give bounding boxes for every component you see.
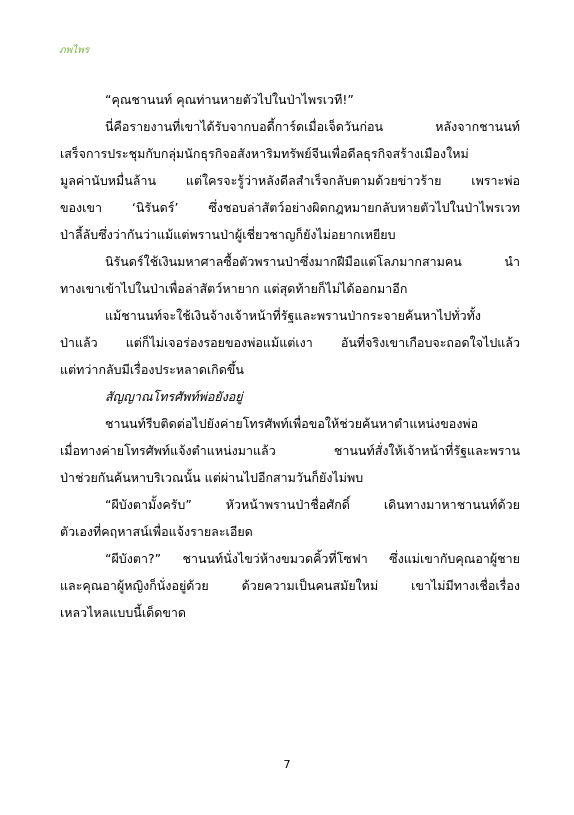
page-number: 7 <box>283 758 291 771</box>
text-line: แต่ทว่ากลับมีเรื่องประหลาดเกิดขึ้น <box>60 362 244 377</box>
text-line: แม้ชานนท์จะใช้เงินจ้างเจ้าหน้าที่รัฐและพรานป่ากระจายค้นหาไปทั่วทั้ง <box>105 308 481 323</box>
paragraph <box>60 545 520 626</box>
text-line: “ผีบังตา?” ชานนท์นั่งไขว่ห้างขมวดคิ้วที่โซฟา ซึ่งแม่เขากับคุณอาผู้ชาย <box>105 551 520 566</box>
text-line: ทางเขาเข้าไปในป่าเพื่อล่าสัตว์หายาก แต่สุดท้ายก็ไม่ได้ออกมาอีก <box>60 281 408 296</box>
text-line: และคุณอาผู้หญิงก็นั่งอยู่ด้วย ด้วยความเป็นคนสมัยใหม่ เขาไม่มีทางเชื่อเรื่อง <box>60 578 520 593</box>
text-line: ป่าแล้ว แต่ก็ไม่เจอร่องรอยของพ่อแม้แต่เงา อันที่จริงเขาเกือบจะถอดใจไปแล้ว <box>60 335 520 350</box>
paragraph <box>60 302 520 383</box>
text-line: นิรันดร์ใช้เงินมหาศาลซื้อตัวพรานป่าซึ่งมากฝีมือแต่โลภมากสามคน นำ <box>105 254 520 269</box>
text-line: ป่าลี้ลับซึ่งว่ากันว่าแม้แต่พรานป่าผู้เชี่ยวชาญก็ยังไม่อยากเหยียบ <box>60 227 396 242</box>
text-line: เมื่อทางค่ายโทรศัพท์แจ้งตำแหน่งมาแล้ว ชานนท์สั่งให้เจ้าหน้าที่รัฐและพราน <box>60 443 520 458</box>
text-line: ตัวเองที่คฤหาสน์เพื่อแจ้งรายละเอียด <box>60 524 253 539</box>
paragraph <box>60 248 520 302</box>
paragraph <box>60 410 520 491</box>
paragraph <box>60 113 520 248</box>
paragraph <box>60 86 520 113</box>
text-line: เสร็จการประชุมกับกลุ่มนักธุรกิจอสังหาริมทรัพย์จีนเพื่อดีลธุรกิจสร้างเมืองใหม่ <box>60 146 469 161</box>
text-line: สัญญาณโทรศัพท์พ่อยังอยู่ <box>105 389 243 404</box>
text-line: “คุณชานนท์ คุณท่านหายตัวไปในป่าไพรเวที!” <box>105 92 354 107</box>
text-line: มูลค่านับหมื่นล้าน แต่ใครจะรู้ว่าหลังดีลสำเร็จกลับตามด้วยข่าวร้าย เพราะพ่อ <box>60 173 520 188</box>
text-line: ป่าช่วยกันค้นหาบริเวณนั้น แต่ผ่านไปอีกสามวันก็ยังไม่พบ <box>60 470 364 485</box>
text-line: นี่คือรายงานที่เขาได้รับจากบอดี้การ์ดเมื่อเจ็ดวันก่อน หลังจากชานนท์ <box>105 119 520 134</box>
text-line: เหลวไหลแบบนี้เด็ดขาด <box>60 605 187 620</box>
body-text <box>60 86 520 626</box>
text-line: ชานนท์รีบติดต่อไปยังค่ายโทรศัพท์เพื่อขอให้ช่วยค้นหาตำแหน่งของพ่อ <box>105 416 479 431</box>
text-line: ของเขา ‘นิรันดร์’ ซึ่งชอบล่าสัตว์อย่างผิดกฎหมายกลับหายตัวไปในป่าไพรเวท <box>60 200 520 215</box>
text-line: “ผีบังตามั้งครับ” หัวหน้าพรานป่าชื่อศักดิ์ เดินทางมาหาชานนท์ด้วย <box>105 497 520 512</box>
paragraph <box>60 383 520 410</box>
running-header: ภพไพร <box>59 45 90 56</box>
paragraph <box>60 491 520 545</box>
